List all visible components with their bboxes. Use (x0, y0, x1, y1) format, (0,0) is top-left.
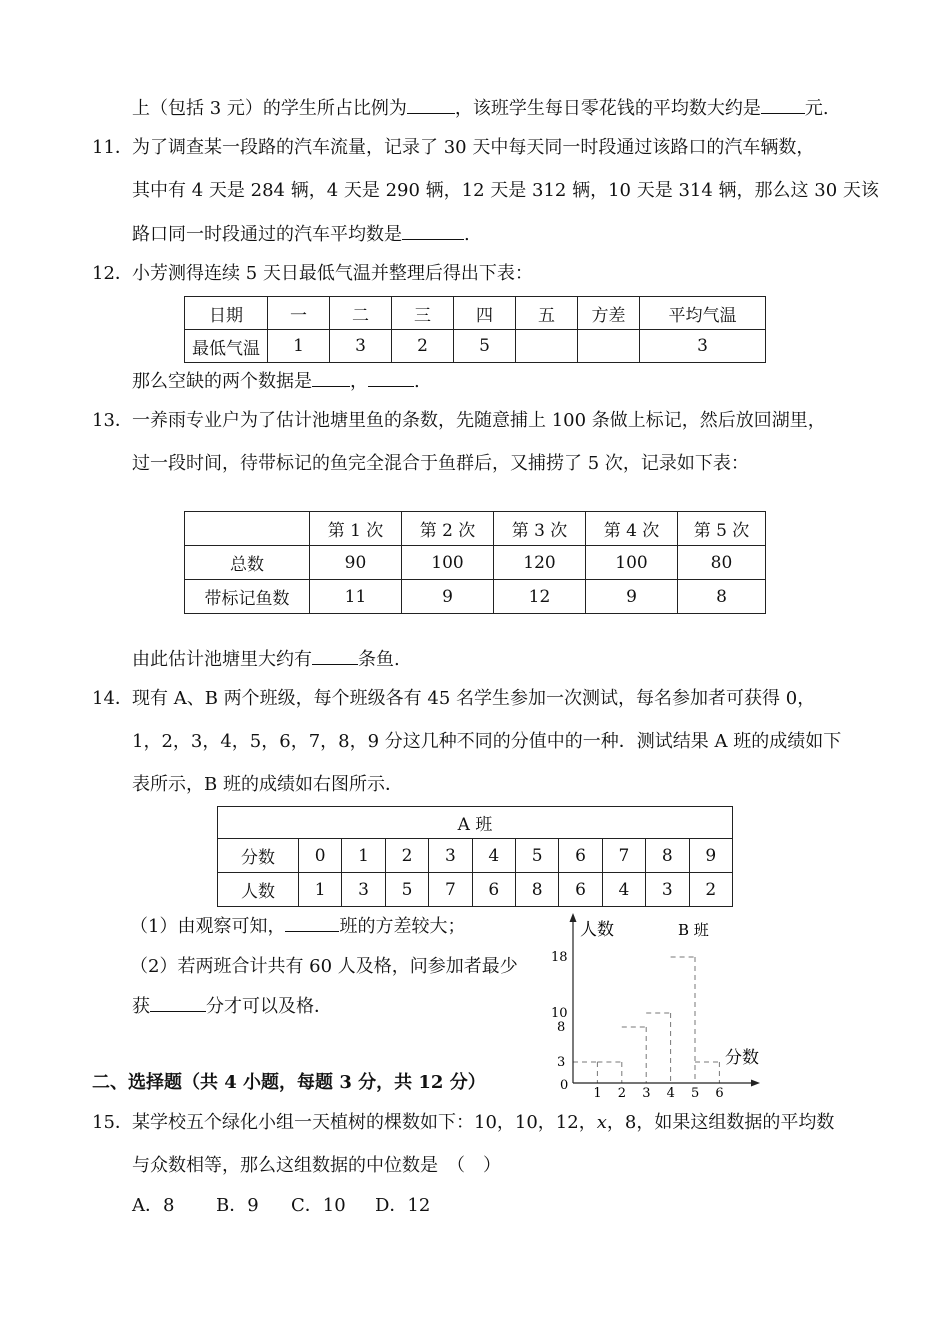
table-cell-empty (516, 330, 578, 363)
q12-number: 12． (92, 263, 133, 284)
table-cell: 1 (342, 839, 385, 873)
table-header-cell: 五 (516, 297, 578, 330)
x-tick-label: 1 (593, 1086, 602, 1100)
answer-blank[interactable] (761, 95, 805, 114)
q14-sub1: （1）由观察可知， 班的方差较大； (130, 913, 465, 940)
y-tick-label: 8 (557, 1020, 566, 1035)
table-header-cell: 人数 (218, 873, 299, 907)
q15-option-c[interactable]: C．10 (291, 1195, 346, 1216)
table-header-cell: 第 4 次 (586, 512, 678, 546)
table-header-cell: 平均气温 (640, 297, 766, 330)
score-row (218, 839, 733, 873)
table-cell: 2 (392, 330, 454, 363)
q14-sub2-cont: 获 分才可以及格． (132, 993, 332, 1020)
q14-line2: 1，2，3，4，5，6，7，8，9 分这几种不同的分值中的一种．测试结果 A 班的成绩如下 (132, 731, 842, 752)
table-header-cell: 方差 (578, 297, 640, 330)
q15-line2: 与众数相等，那么这组数据的中位数是 （ ） (132, 1155, 501, 1176)
x-tick-label: 2 (617, 1086, 627, 1100)
q10-line: 上（包括 3 元）的学生所占比例为 ，该班学生每日零花钱的平均数大约是 元. (132, 95, 829, 122)
x-axis-arrow (751, 1080, 760, 1087)
table-row (185, 546, 766, 580)
q12-line1: 小芳测得连续 5 天日最低气温并整理后得出下表： (132, 263, 533, 284)
table-header-cell: 第 2 次 (402, 512, 494, 546)
table-cell: 1 (299, 873, 342, 907)
table-cell: 0 (299, 839, 342, 873)
table-cell: 9 (586, 580, 678, 614)
q13-number: 13． (92, 410, 133, 431)
x-tick-labels (593, 1086, 723, 1100)
x-axis-label: 分数 (725, 1048, 759, 1068)
q14-line3: 表所示，B 班的成绩如右图所示． (132, 774, 403, 795)
table-cell: 总数 (185, 546, 310, 580)
answer-blank[interactable] (285, 913, 339, 932)
q11-line1: 为了调查某一段路的汽车流量，记录了 30 天中每天同一时段通过该路口的汽车辆数， (132, 137, 815, 158)
table-header-cell: 分数 (218, 839, 299, 873)
answer-blank[interactable] (312, 368, 350, 387)
table-cell: 6 (559, 873, 602, 907)
table-title: A 班 (218, 807, 733, 839)
table-cell: 100 (586, 546, 678, 580)
table-cell: 6 (559, 839, 602, 873)
table-cell: 5 (454, 330, 516, 363)
chart-grid (573, 957, 719, 1083)
table-cell: 3 (330, 330, 392, 363)
y-tick-label: 18 (551, 950, 568, 965)
q15-option-d[interactable]: D．12 (375, 1195, 431, 1216)
fish-table (184, 511, 766, 614)
table-cell: 7 (429, 873, 472, 907)
table-cell: 2 (385, 839, 428, 873)
y-axis-arrow (570, 913, 577, 922)
table-cell: 3 (429, 839, 472, 873)
table-header-cell: 第 5 次 (678, 512, 766, 546)
chart-title: B 班 (678, 921, 709, 939)
y-tick-label: 3 (557, 1055, 566, 1070)
q11-line3: 路口同一时段通过的汽车平均数是 . (132, 221, 470, 248)
count-row (218, 873, 733, 907)
q14-line1: 现有 A、B 两个班级，每个班级各有 45 名学生参加一次测试，每名参加者可获得 0， (132, 688, 816, 709)
q12-after: 那么空缺的两个数据是 ， . (132, 368, 420, 395)
q13-line2: 过一段时间，待带标记的鱼完全混合于鱼群后，又捕捞了 5 次，记录如下表： (132, 453, 749, 474)
table-cell: 5 (385, 873, 428, 907)
y-axis-label: 人数 (580, 920, 614, 940)
class-b-chart (540, 905, 770, 1100)
q13-after: 由此估计池塘里大约有 条鱼. (132, 646, 400, 673)
table-header-cell: 四 (454, 297, 516, 330)
q15-option-b[interactable]: B．9 (216, 1195, 259, 1216)
answer-blank[interactable] (368, 368, 414, 387)
origin-label: 0 (560, 1078, 569, 1093)
q15-option-a[interactable]: A．8 (132, 1195, 175, 1216)
table-cell: 6 (472, 873, 515, 907)
answer-blank[interactable] (150, 993, 206, 1012)
table-header-cell: 第 1 次 (310, 512, 402, 546)
table-cell: 7 (602, 839, 645, 873)
table-header-cell (185, 512, 310, 546)
q15-number: 15． (92, 1112, 133, 1133)
x-tick-label: 3 (642, 1086, 651, 1100)
table-cell: 5 (515, 839, 558, 873)
table-cell: 80 (678, 546, 766, 580)
table-cell: 8 (646, 839, 689, 873)
table-cell: 带标记鱼数 (185, 580, 310, 614)
table-header-cell: 三 (392, 297, 454, 330)
x-tick-label: 6 (715, 1086, 724, 1100)
table-header-cell: 日期 (185, 297, 268, 330)
q15-line1: 某学校五个绿化小组一天植树的棵数如下：10，10，12，x，8，如果这组数据的平均数 (132, 1112, 835, 1133)
table-header-cell: 第 3 次 (494, 512, 586, 546)
section-title: 二、选择题（共 4 小题，每题 3 分，共 12 分） (92, 1072, 486, 1093)
x-tick-label: 4 (666, 1086, 675, 1100)
temperature-table (184, 296, 766, 363)
q13-line1: 一养雨专业户为了估计池塘里鱼的条数，先随意捕上 100 条做上标记，然后放回湖里， (132, 410, 826, 431)
table-cell: 3 (646, 873, 689, 907)
table-cell: 2 (689, 873, 732, 907)
table-cell: 3 (640, 330, 766, 363)
table-cell: 4 (472, 839, 515, 873)
answer-blank[interactable] (402, 221, 464, 240)
q11-number: 11． (92, 137, 133, 158)
y-tick-label: 10 (551, 1006, 568, 1021)
q14-sub2: （2）若两班合计共有 60 人及格，问参加者最少 (130, 956, 518, 977)
table-cell: 8 (515, 873, 558, 907)
table-cell-empty (578, 330, 640, 363)
table-cell: 4 (602, 873, 645, 907)
table-cell: 最低气温 (185, 330, 268, 363)
table-row (185, 580, 766, 614)
q14-number: 14． (92, 688, 133, 709)
table-cell: 8 (678, 580, 766, 614)
q11-line2: 其中有 4 天是 284 辆，4 天是 290 辆，12 天是 312 辆，10 天是 314 辆，那么这 30 天该 (132, 180, 879, 201)
table-cell: 3 (342, 873, 385, 907)
table-cell: 100 (402, 546, 494, 580)
table-header-cell: 二 (330, 297, 392, 330)
answer-blank[interactable] (407, 95, 455, 114)
y-tick-labels (551, 950, 568, 1070)
table-cell: 90 (310, 546, 402, 580)
class-a-table (217, 806, 733, 907)
table-cell: 9 (402, 580, 494, 614)
table-header-cell: 一 (268, 297, 330, 330)
table-cell: 9 (689, 839, 732, 873)
table-cell: 11 (310, 580, 402, 614)
answer-blank[interactable] (312, 646, 358, 665)
table-cell: 1 (268, 330, 330, 363)
x-tick-label: 5 (691, 1086, 700, 1100)
table-cell: 12 (494, 580, 586, 614)
table-cell: 120 (494, 546, 586, 580)
